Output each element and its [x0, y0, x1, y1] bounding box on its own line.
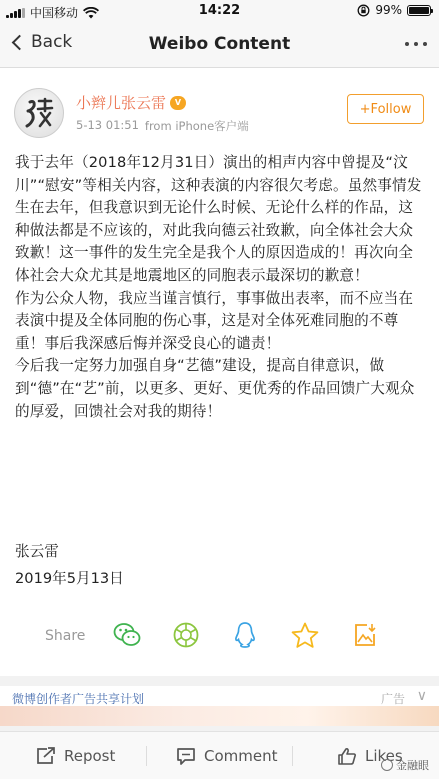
comment-button[interactable]: [176, 732, 278, 779]
save-image-icon[interactable]: [350, 620, 380, 650]
chevron-left-icon: [12, 34, 28, 50]
repost-button[interactable]: [36, 732, 115, 779]
watermark: [381, 757, 429, 773]
vip-badge-icon: V: [170, 96, 186, 110]
more-options-button[interactable]: [405, 42, 427, 46]
qzone-icon[interactable]: [290, 620, 320, 650]
more-dot-icon: [423, 42, 427, 46]
author-name[interactable]: 小辫儿张云雷: [76, 94, 167, 112]
moments-icon[interactable]: [171, 620, 201, 650]
post-body: [15, 152, 427, 423]
more-dot-icon: [405, 42, 409, 46]
rotation-lock-icon: [357, 4, 370, 17]
username-row: [76, 92, 186, 113]
ad-title-link[interactable]: 微博创作者广告共享计划: [12, 692, 145, 706]
back-button[interactable]: [10, 32, 72, 52]
more-dot-icon: [414, 42, 418, 46]
battery-level: [409, 7, 429, 14]
comment-label: Comment: [204, 747, 278, 765]
ad-tag: 广告: [380, 692, 405, 706]
ad-dismiss-button[interactable]: ∨: [416, 688, 427, 704]
carrier-name: 中国移动: [30, 6, 79, 20]
signature-date: 2019年5月13日: [15, 570, 124, 587]
calligraphy-avatar-icon: [21, 95, 57, 131]
post-paragraph: 我于去年（2018年12月31日）演出的相声内容中曾提及“汶川”“慰安”等相关内容，这种表演的内容很欠考虑。虽然事情发生在去年，但我意识到无论什么时候、无论什么样的作品，这种做法都是不应该的，对此我向德云社致歉，向全体社会大众致歉！这一事件的发生完全是我个人的原因造成的！再次向全体社会大众尤其是地震地区的同胞表示最深切的歉意！: [15, 154, 422, 284]
avatar[interactable]: [14, 88, 64, 138]
bottom-toolbar: [0, 731, 439, 779]
battery-percent: 99%: [375, 3, 402, 17]
follow-button[interactable]: +Follow: [347, 94, 424, 124]
ad-banner[interactable]: [0, 686, 439, 726]
like-label: Likes: [365, 747, 403, 765]
qq-icon[interactable]: [230, 620, 260, 650]
wechat-icon[interactable]: [112, 620, 142, 650]
toolbar-divider: [292, 746, 293, 766]
comment-icon: [176, 747, 196, 766]
signature-name: 张云雷: [15, 543, 59, 560]
status-time: 14:22: [198, 3, 241, 18]
status-right: [357, 3, 431, 17]
signature: [15, 538, 124, 592]
share-row: [0, 616, 439, 656]
nav-bar: [0, 22, 439, 68]
status-bar: [0, 0, 439, 22]
battery-icon: [407, 5, 431, 16]
post-source: from iPhone客户端: [144, 119, 249, 133]
share-label: Share: [45, 628, 86, 644]
post-card: [0, 68, 439, 676]
repost-icon: [36, 747, 56, 765]
watermark-logo-icon: [381, 759, 393, 771]
post-meta: [76, 118, 249, 134]
thumbs-up-icon: [337, 747, 357, 766]
post-paragraph: 今后我一定努力加强自身“艺德”建设，提高自律意识，做到“德”在“艺”前，以更多、更好、更优秀的作品回馈广大观众的厚爱，回馈社会对我的期待！: [15, 357, 415, 420]
back-label: Back: [31, 32, 73, 52]
post-paragraph: 作为公众人物，我应当谨言慎行，事事做出表率，而不应当在表演中提及全体同胞的伤心事，这是对全体死难同胞的不尊重！事后我深感后悔并深受良心的谴责！: [15, 289, 414, 352]
page-title: Weibo Content: [148, 34, 291, 54]
watermark-text: 金融眼: [396, 759, 429, 772]
repost-label: Repost: [64, 747, 116, 765]
post-time: 5-13 01:51: [76, 118, 139, 132]
toolbar-divider: [146, 746, 147, 766]
